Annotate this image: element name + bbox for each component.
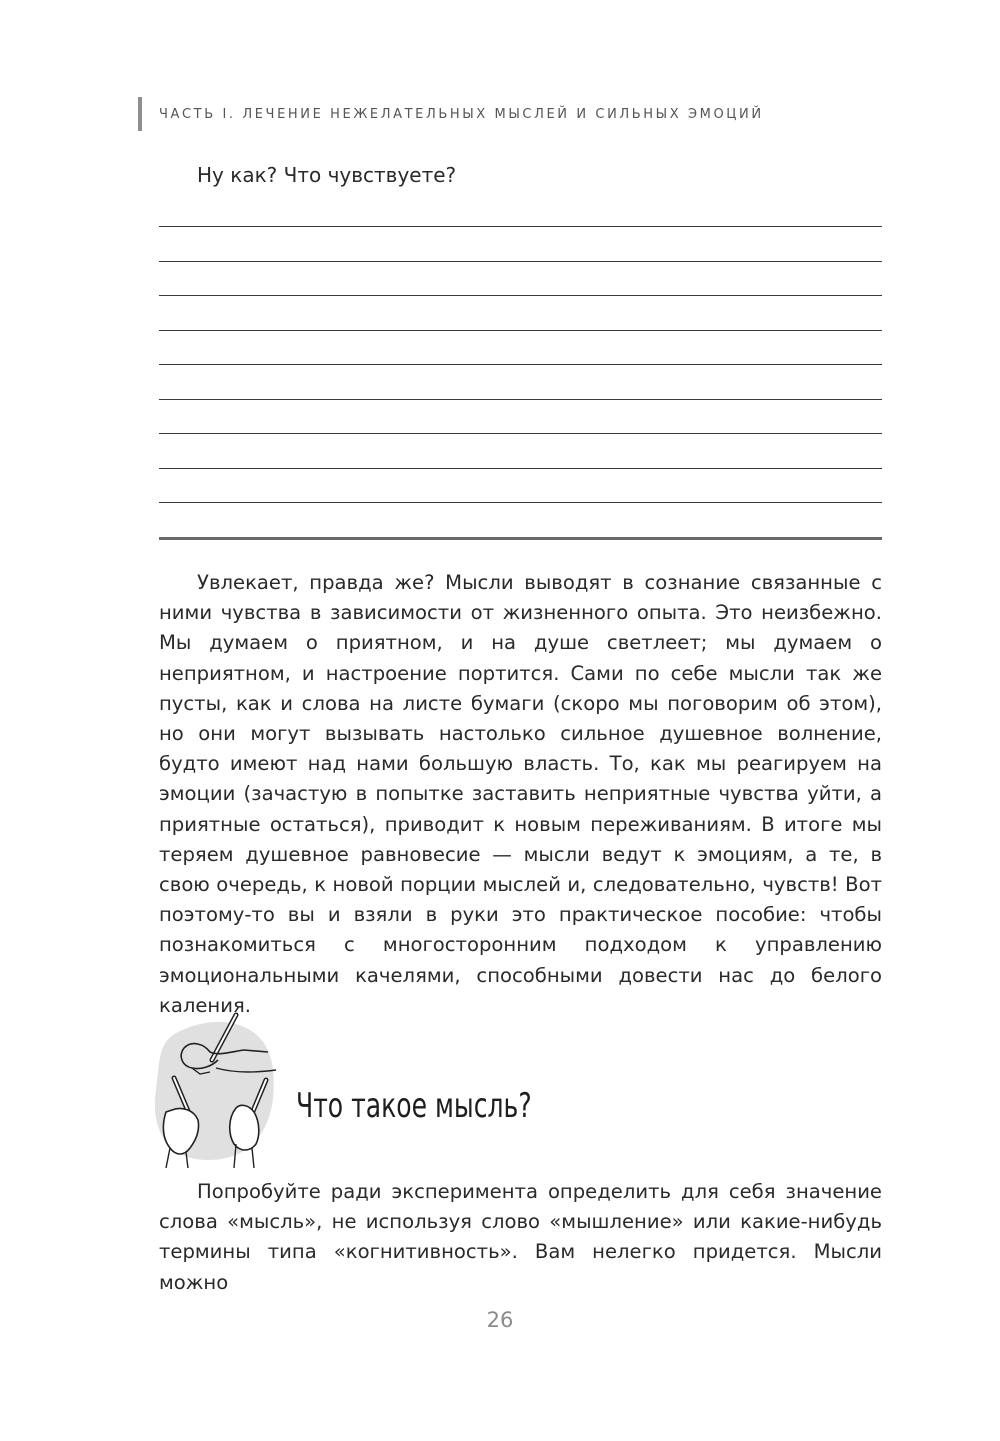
writing-line[interactable] [159, 226, 882, 227]
body-paragraph: Попробуйте ради эксперимента определить для себя значение слова «мысль», не используя слово «мышление» или какие-нибудь термины типа «когнитивность». Вам нелегко придется. Мысли можно [159, 1180, 882, 1294]
page-number: 26 [486, 1308, 514, 1332]
running-header [138, 97, 764, 131]
writing-line[interactable] [159, 295, 882, 296]
writing-line[interactable] [159, 261, 882, 262]
writing-line[interactable] [159, 399, 882, 400]
writing-line[interactable] [159, 468, 882, 469]
hands-writing-icon [148, 1010, 278, 1170]
exercise-prompt: Ну как? Что чувствуете? [197, 163, 457, 187]
section-title: Что такое мысль? [296, 1086, 532, 1126]
header-accent-bar [138, 97, 142, 131]
writing-lines[interactable] [159, 226, 882, 573]
writing-line[interactable] [159, 364, 882, 365]
running-title: ЧАСТЬ I. ЛЕЧЕНИЕ НЕЖЕЛАТЕЛЬНЫХ МЫСЛЕЙ И СИЛЬНЫХ ЭМОЦИЙ [159, 106, 764, 122]
writing-line[interactable] [159, 502, 882, 503]
writing-line[interactable] [159, 433, 882, 434]
writing-line-bottom[interactable] [159, 537, 882, 540]
writing-line[interactable] [159, 330, 882, 331]
body-paragraph: Увлекает, правда же? Мысли выводят в сознание связанные с ними чувства в зависимости от жизненного опыта. Это неизбежно. Мы думаем о приятном, и на душе светлеет; мы думаем о неприятном, и настроение портится. Сами по себе мысли так же пусты, как и слова на листе бумаги (скоро мы поговорим об этом), но они могут вызывать настолько сильное душевное волнение, будто имеют над нами большую власть. То, как мы реагируем на эмоции (зачастую в попытке заставить неприятные чувства уйти, а приятные остаться), приводит к новым переживаниям. В итоге мы теряем душевное равновесие — мысли ведут к эмоциям, а те, в свою очередь, к новой порции мыслей и, следовательно, чувств! Вот поэтому-то вы и взяли в руки это практическое пособие: чтобы познакомиться с многосторонним подходом к управлению эмоциональными качелями, способными довести нас до белого каления. [159, 571, 882, 1017]
